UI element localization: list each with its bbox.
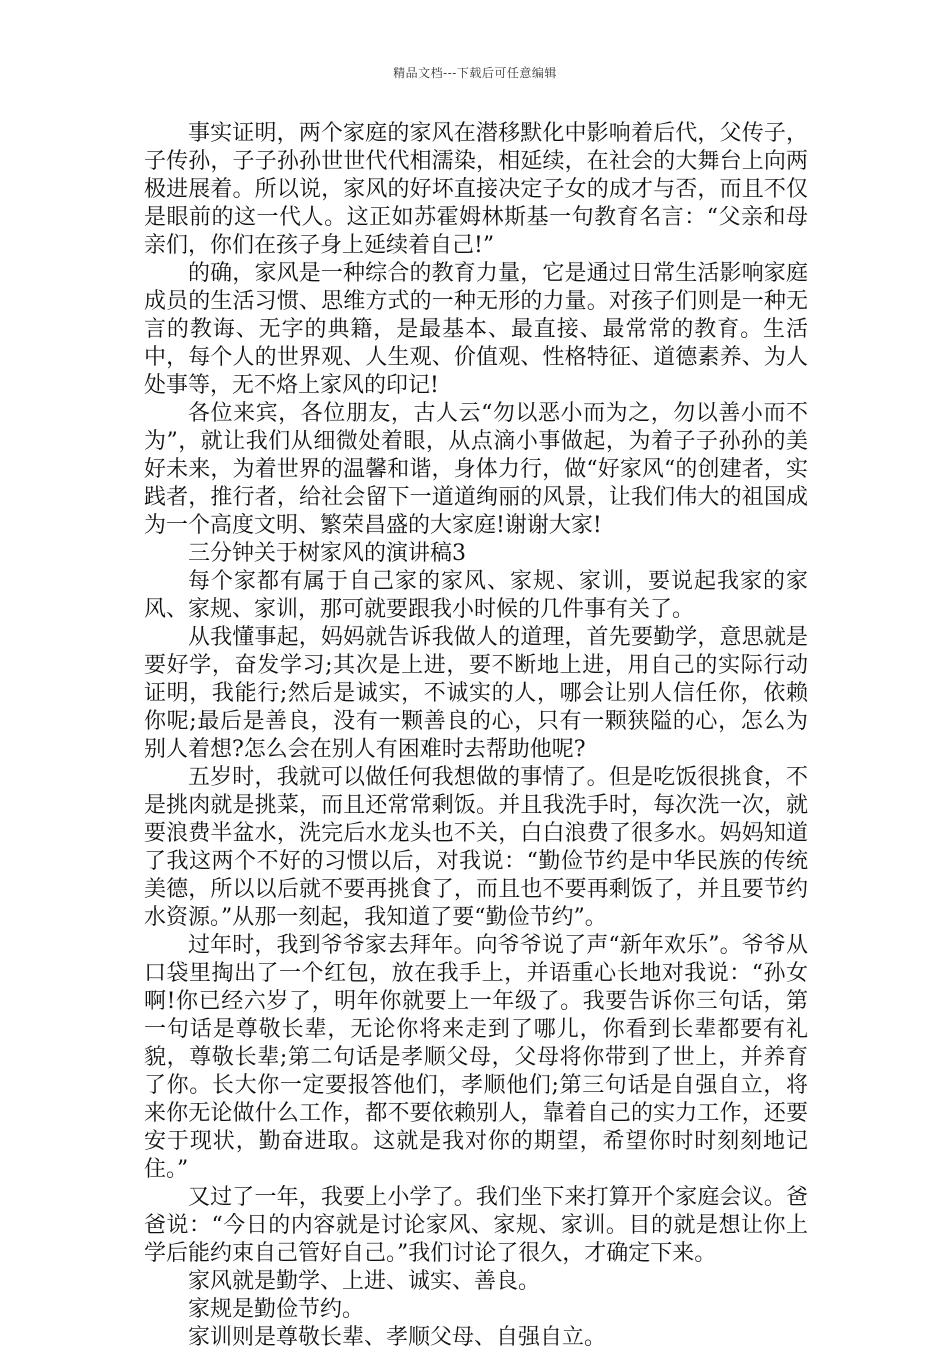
paragraph: 又过了一年，我要上小学了。我们坐下来打算开个家庭会议。爸爸说：“今日的内容就是讨论家风、家规、家训。目的就是想让你上学后能约束自己管好自己。”我们讨论了很久，才确定下来。 — [144, 1185, 808, 1266]
paragraph: 从我懂事起，妈妈就告诉我做人的道理，首先要勤学，意思就是要好学，奋发学习;其次是上进，要不断地上进，用自己的实际行动证明，我能行;然后是诚实，不诚实的人，哪会让别人信任你，依赖你呢;最后是善良，没有一颗善良的心，只有一颗狭隘的心，怎么为别人着想?怎么会在别人有困难时去帮助他呢? — [144, 625, 808, 762]
document-body — [144, 120, 808, 1352]
paragraph: 每个家都有属于自己家的家风、家规、家训，要说起我家的家风、家规、家训，那可就要跟我小时候的几件事有关了。 — [144, 569, 808, 622]
paragraph: 各位来宾，各位朋友，古人云“勿以恶小而为之，勿以善小而不为”，就让我们从细微处着眼，从点滴小事做起，为着子子孙孙的美好未来，为着世界的温馨和谐，身体力行，做“好家风“的创建者，实践者，推行者，给社会留下一道道绚丽的风景，让我们伟大的祖国成为一个高度文明、繁荣昌盛的大家庭!谢谢大家! — [144, 401, 808, 538]
page-header: 精品文档---下载后可任意编辑 — [393, 66, 557, 80]
paragraph: 五岁时，我就可以做任何我想做的事情了。但是吃饭很挑食，不是挑肉就是挑菜，而且还常常剩饭。并且我洗手时，每次洗一次，就要浪费半盆水，洗完后水龙头也不关，白白浪费了很多水。妈妈知道了我这两个不好的习惯以后，对我说：“勤俭节约是中华民族的传统美德，所以以后就不要再挑食了，而且也不要再剩饭了，并且要节约水资源。”从那一刻起，我知道了要“勤俭节约”。 — [144, 765, 808, 930]
paragraph: 的确，家风是一种综合的教育力量，它是通过日常生活影响家庭成员的生活习惯、思维方式的一种无形的力量。对孩子们则是一种无言的教诲、无字的典籍，是最基本、最直接、最常常的教育。生活中，每个人的世界观、人生观、价值观、性格特征、道德素养、为人处事等，无不烙上家风的印记! — [144, 261, 808, 398]
paragraph: 事实证明，两个家庭的家风在潜移默化中影响着后代，父传子，子传孙，子子孙孙世世代代相濡染，相延续，在社会的大舞台上向两极进展着。所以说，家风的好坏直接决定子女的成才与否，而且不仅是眼前的这一代人。这正如苏霍姆林斯基一句教育名言：“父亲和母亲们，你们在孩子身上延续着自己!” — [144, 121, 808, 258]
paragraph: 家风就是勤学、上进、诚实、善良。 — [188, 1269, 541, 1294]
paragraph: 家训则是尊敬长辈、孝顺父母、自强自立。 — [188, 1325, 607, 1350]
section-heading: 三分钟关于树家风的演讲稿3 — [188, 541, 466, 566]
paragraph: 过年时，我到爷爷家去拜年。向爷爷说了声“新年欢乐”。爷爷从口袋里掏出了一个红包，放在我手上，并语重心长地对我说：“孙女啊!你已经六岁了，明年你就要上一年级了。我要告诉你三句话，第一句话是尊敬长辈，无论你将来走到了哪儿，你看到长辈都要有礼貌，尊敬长辈;第二句话是孝顺父母，父母将你带到了世上，并养育了你。长大你一定要报答他们，孝顺他们;第三句话是自强自立，将来你无论做什么工作，都不要依赖别人，靠着自己的实力工作，还要安于现状，勤奋进取。这就是我对你的期望，希望你时时刻刻地记住。” — [144, 933, 808, 1182]
paragraph: 家规是勤俭节约。 — [188, 1297, 365, 1322]
